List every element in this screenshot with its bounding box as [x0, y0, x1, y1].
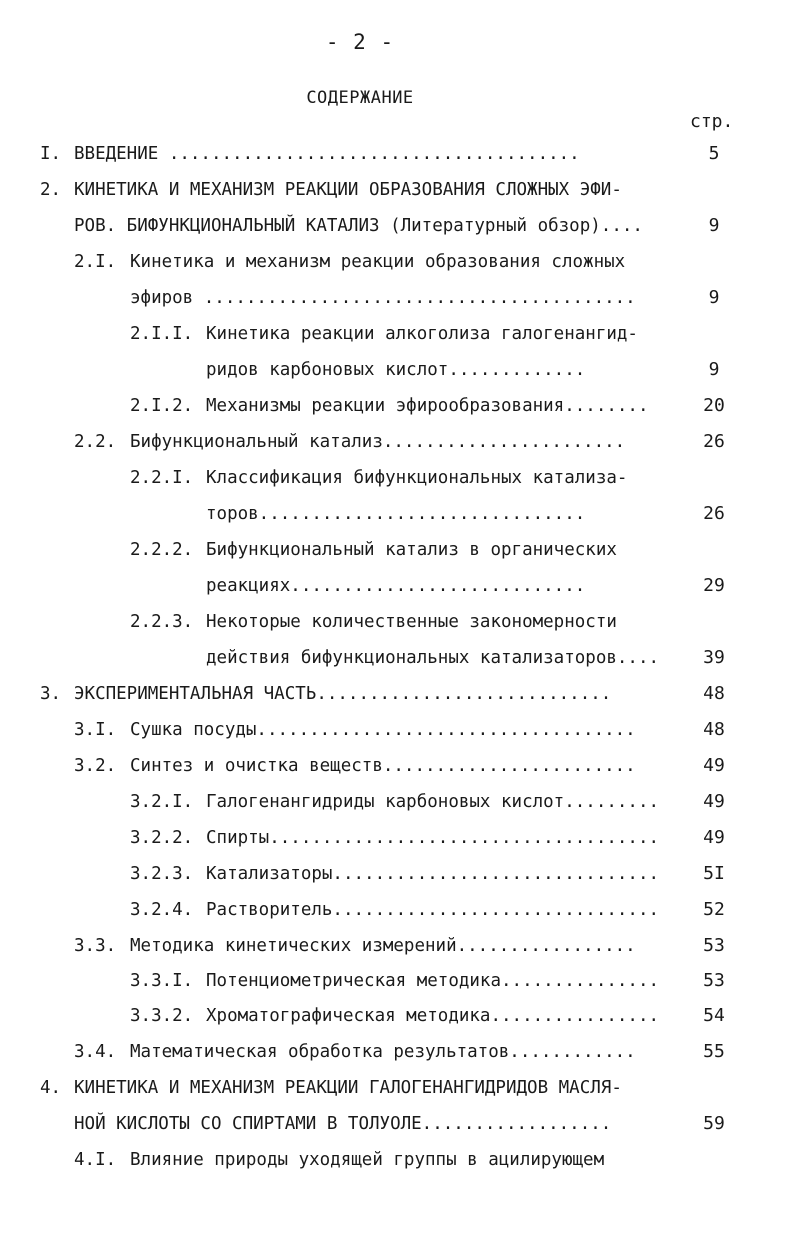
toc-entry-title: КИНЕТИКА И МЕХАНИЗМ РЕАКЦИИ ОБРАЗОВАНИЯ СЛОЖНЫХ ЭФИ-	[74, 180, 622, 200]
toc-entry-number: 2.	[40, 180, 62, 200]
toc-entry[interactable]	[74, 249, 680, 275]
toc-entry-continuation[interactable]	[206, 357, 680, 383]
toc-page-number: 20	[703, 395, 725, 416]
toc-page-number: 29	[703, 575, 725, 596]
toc-entry[interactable]	[130, 537, 680, 563]
toc-entry-title: РОВ. БИФУНКЦИОНАЛЬНЫЙ КАТАЛИЗ (Литературный обзор)....	[74, 216, 643, 236]
toc-entry-title: торов...............................	[206, 504, 586, 524]
toc-entry-number: 3.2.I.	[130, 792, 194, 812]
toc-entry-title: Катализаторы...............................	[206, 864, 660, 884]
page-number: - 2 -	[325, 30, 395, 54]
toc-entry-title: Спирты.....................................	[206, 828, 660, 848]
toc-entry-number: 2.I.	[74, 252, 117, 272]
toc-entry[interactable]	[74, 429, 680, 455]
toc-page-number: 26	[703, 431, 725, 452]
toc-entry-number: 3.2.2.	[130, 828, 194, 848]
toc-entry-title: Потенциометрическая методика...............	[206, 971, 660, 991]
toc-entry-number: 2.I.I.	[130, 324, 194, 344]
toc-entry[interactable]	[74, 1147, 680, 1173]
toc-entry-number: 3.3.I.	[130, 971, 194, 991]
toc-entry-title: Бифункциональный катализ в органических	[206, 540, 617, 560]
toc-entry-continuation[interactable]	[74, 213, 680, 239]
toc-page-number: 5I	[703, 863, 725, 884]
toc-entry-number: 3.4.	[74, 1042, 117, 1062]
toc-entry-number: 3.3.2.	[130, 1006, 194, 1026]
toc-entry-number: 2.2.2.	[130, 540, 194, 560]
toc-entry-number: 4.	[40, 1078, 62, 1098]
toc-entry[interactable]	[40, 1075, 680, 1101]
toc-entry-number: 2.2.I.	[130, 468, 194, 488]
toc-page-number: 5	[708, 143, 720, 164]
toc-entry[interactable]	[40, 177, 680, 203]
toc-page-number: 9	[708, 215, 720, 236]
toc-entry-number: 4.I.	[74, 1150, 117, 1170]
toc-entry-title: Синтез и очистка веществ........................	[130, 756, 636, 776]
toc-entry-continuation[interactable]	[74, 1111, 680, 1137]
toc-page-number: 26	[703, 503, 725, 524]
toc-page-number: 53	[703, 935, 725, 956]
toc-entry[interactable]	[74, 717, 680, 743]
toc-page-number: 39	[703, 647, 725, 668]
toc-entry[interactable]	[130, 609, 680, 635]
toc-entry[interactable]	[130, 1003, 680, 1029]
toc-entry[interactable]	[130, 465, 680, 491]
toc-page-number: 48	[703, 719, 725, 740]
page-column-label: стр.	[690, 111, 734, 132]
toc-entry[interactable]	[130, 968, 680, 994]
toc-entry[interactable]	[74, 933, 680, 959]
toc-entry-title: Классификация бифункциональных катализа-	[206, 468, 628, 488]
toc-entry-title: эфиров .........................................	[130, 288, 636, 308]
toc-entry-number: 2.I.2.	[130, 396, 194, 416]
toc-entry-title: Математическая обработка результатов............	[130, 1042, 636, 1062]
toc-entry-number: 3.	[40, 684, 62, 704]
toc-page-number: 53	[703, 970, 725, 991]
toc-entry-title: ВВЕДЕНИЕ .......................................	[74, 144, 580, 164]
toc-entry[interactable]	[130, 321, 680, 347]
toc-entry-continuation[interactable]	[206, 573, 680, 599]
toc-page-number: 52	[703, 899, 725, 920]
toc-page-number: 48	[703, 683, 725, 704]
toc-entry-number: 3.I.	[74, 720, 117, 740]
toc-entry[interactable]	[130, 825, 680, 851]
toc-entry-title: Растворитель...............................	[206, 900, 660, 920]
toc-entry-number: 3.2.	[74, 756, 117, 776]
toc-page-number: 49	[703, 755, 725, 776]
toc-page-number: 49	[703, 827, 725, 848]
toc-entry-title: Хроматографическая методика................	[206, 1006, 660, 1026]
toc-entry-number: 3.3.	[74, 936, 117, 956]
toc-entry-title: Методика кинетических измерений.................	[130, 936, 636, 956]
toc-entry-title: ридов карбоновых кислот.............	[206, 360, 586, 380]
toc-page-number: 54	[703, 1005, 725, 1026]
toc-entry-number: 3.2.3.	[130, 864, 194, 884]
toc-entry-title: НОЙ КИСЛОТЫ СО СПИРТАМИ В ТОЛУОЛЕ..................	[74, 1114, 612, 1134]
toc-entry[interactable]	[74, 753, 680, 779]
toc-entry-title: Влияние природы уходящей группы в ацилирующем	[130, 1150, 605, 1170]
toc-entry-title: КИНЕТИКА И МЕХАНИЗМ РЕАКЦИИ ГАЛОГЕНАНГИДРИДОВ МАСЛЯ-	[74, 1078, 622, 1098]
toc-page-number: 9	[708, 359, 720, 380]
toc-entry-number: 2.2.3.	[130, 612, 194, 632]
toc-page-number: 49	[703, 791, 725, 812]
toc-entry-title: Сушка посуды....................................	[130, 720, 636, 740]
toc-entry[interactable]	[74, 1039, 680, 1065]
toc-entry-title: действия бифункциональных катализаторов....	[206, 648, 660, 668]
toc-entry-number: I.	[40, 144, 62, 164]
toc-entry-continuation[interactable]	[206, 501, 680, 527]
toc-entry[interactable]	[130, 861, 680, 887]
toc-entry-title: реакциях............................	[206, 576, 586, 596]
toc-entry-number: 3.2.4.	[130, 900, 194, 920]
toc-entry-title: Галогенангидриды карбоновых кислот.........	[206, 792, 660, 812]
toc-entry[interactable]	[130, 789, 680, 815]
toc-page-number: 9	[708, 287, 720, 308]
toc-entry-title: Кинетика реакции алкоголиза галогенангид-	[206, 324, 638, 344]
toc-title: СОДЕРЖАНИЕ	[306, 88, 414, 108]
toc-page-number: 59	[703, 1113, 725, 1134]
toc-entry-title: Бифункциональный катализ.......................	[130, 432, 626, 452]
toc-entry-title: ЭКСПЕРИМЕНТАЛЬНАЯ ЧАСТЬ............................	[74, 684, 612, 704]
toc-entry-number: 2.2.	[74, 432, 117, 452]
toc-entry-title: Некоторые количественные закономерности	[206, 612, 617, 632]
toc-entry-continuation[interactable]	[130, 285, 680, 311]
toc-entry-title: Кинетика и механизм реакции образования сложных	[130, 252, 626, 272]
toc-entry[interactable]	[40, 681, 680, 707]
toc-entry-title: Механизмы реакции эфирообразования........	[206, 396, 649, 416]
toc-entry[interactable]	[130, 393, 680, 419]
toc-entry[interactable]	[130, 897, 680, 923]
toc-page-number: 55	[703, 1041, 725, 1062]
toc-entry-continuation[interactable]	[206, 645, 680, 671]
toc-entry[interactable]	[40, 141, 680, 167]
